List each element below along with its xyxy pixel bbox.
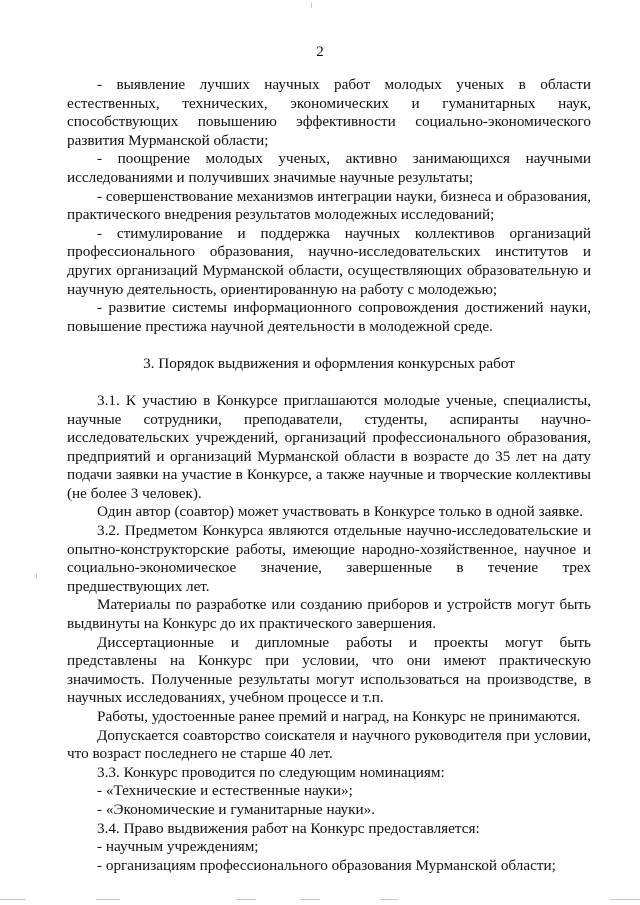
scan-mark — [36, 574, 37, 578]
goal-item: - стимулирование и поддержка научных коллективов организаций профессионального образования, научно-исследовательских институтов и других организаций Мурманской области, осуществляющих образовательную и научную деятельность, ориентированную на работу с молодежью; — [67, 224, 591, 298]
goal-item: - поощрение молодых ученых, активно занимающихся научными исследованиями и получивших значимые научные результаты; — [67, 150, 591, 186]
scan-mark — [0, 899, 26, 900]
paragraph: 3.4. Право выдвижения работ на Конкурс предоставляется: — [97, 819, 480, 837]
scan-mark — [300, 899, 320, 900]
paragraph: 3.3. Конкурс проводится по следующим номинациям: — [97, 763, 445, 781]
paragraph: Допускается соавторство соискателя и научного руководителя при условии, что возраст последнего не старше 40 лет. — [67, 726, 591, 763]
paragraph: Диссертационные и дипломные работы и проекты могут быть представлены на Конкурс при условии, что они имеют практическую значимость. Полученные результаты могут использоваться на производстве, в научных исследованиях, учебном процессе и т.п. — [67, 633, 591, 707]
document-body — [67, 76, 591, 875]
paragraph: 3.2. Предметом Конкурса являются отдельные научно-исследовательские и опытно-конструкторские работы, имеющие народно-хозяйственное, научное и социально-экономическое значение, завершенные в течение трех предшествующих лет. — [67, 522, 591, 595]
scan-mark — [311, 3, 312, 8]
list-item: - организациям профессионального образования Мурманской области; — [97, 856, 556, 874]
scan-mark — [96, 899, 120, 900]
goal-item: - развитие системы информационного сопровождения достижений науки, повышение престижа научной деятельности в молодежной среде. — [67, 299, 591, 335]
paragraph: Работы, удостоенные ранее премий и наград, на Конкурс не принимаются. — [97, 708, 581, 725]
section-heading: 3. Порядок выдвижения и оформления конкурсных работ — [143, 355, 515, 373]
list-item: - научным учреждениям; — [97, 838, 259, 856]
paragraph: 3.1. К участию в Конкурсе приглашаются молодые ученые, специалисты, научные сотрудники, преподаватели, студенты, аспиранты научно-исследовательских учреждений, организаций профессионального образования, предприятий и организаций Мурманской области в возрасте до 35 лет на дату подачи заявки на участие в Конкурсе, а также научные и творческие коллективы (не более 3 человек). — [67, 391, 591, 502]
nomination-item: - «Технические и естественные науки»; — [97, 782, 353, 800]
page-number: 2 — [316, 44, 324, 60]
scan-mark — [236, 899, 256, 900]
paragraph: Один автор (соавтор) может участвовать в Конкурсе только в одной заявке. — [97, 503, 584, 521]
scan-mark — [380, 899, 398, 900]
goal-item: - совершенствование механизмов интеграции науки, бизнеса и образования, практического внедрения результатов молодежных исследований; — [67, 187, 591, 224]
nomination-item: - «Экономические и гуманитарные науки». — [97, 800, 376, 818]
scan-mark — [610, 899, 640, 900]
goal-item: - выявление лучших научных работ молодых ученых в области естественных, технических, экономических и гуманитарных наук, способствующих повышению эффективности социально-экономического развития Мурманской области; — [67, 76, 591, 149]
paragraph: Материалы по разработке или созданию приборов и устройств могут быть выдвинуты на Конкурс до их практического завершения. — [67, 596, 591, 633]
